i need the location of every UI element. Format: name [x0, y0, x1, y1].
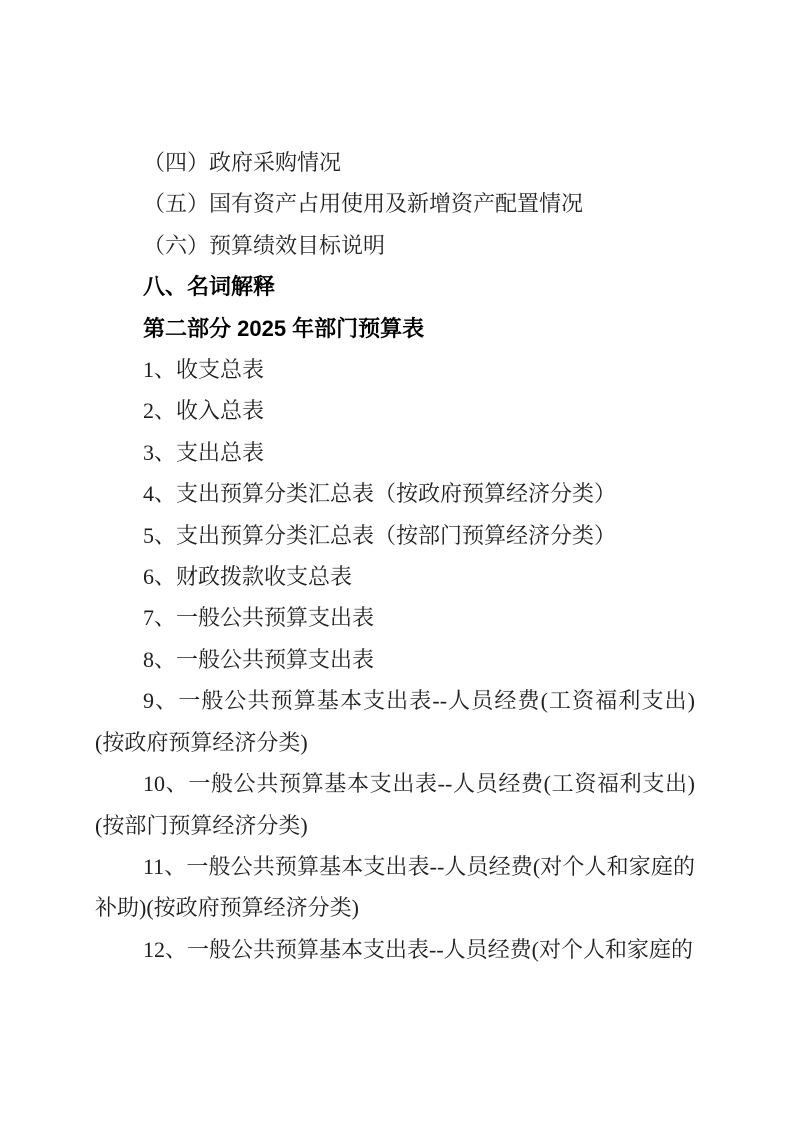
toc-table-item-4: 4、支出预算分类汇总表（按政府预算经济分类）	[143, 481, 617, 507]
document-content	[95, 142, 695, 970]
toc-table-item-3: 3、支出总表	[143, 439, 265, 465]
toc-table-item-2: 2、收入总表	[143, 398, 265, 424]
toc-table-item-1: 1、收支总表	[143, 357, 265, 383]
toc-table-item-12-truncated: 12、一般公共预算基本支出表--人员经费(对个人和家庭的	[143, 936, 693, 962]
toc-table-item-5: 5、支出预算分类汇总表（按部门预算经济分类）	[143, 522, 617, 548]
toc-section-glossary-heading: 八、名词解释	[143, 274, 276, 300]
toc-table-item-6: 6、财政拨款收支总表	[143, 564, 353, 590]
toc-subsection-state-assets: （五）国有资产占用使用及新增资产配置情况	[143, 191, 584, 217]
toc-subsection-gov-procurement: （四）政府采购情况	[143, 150, 342, 175]
toc-table-item-8: 8、一般公共预算支出表	[143, 646, 375, 672]
toc-part2-heading: 第二部分 2025 年部门预算表	[143, 315, 425, 341]
toc-table-item-11: 11、一般公共预算基本支出表--人员经费(对个人和家庭的补助)(按政府预算经济分类)	[95, 853, 695, 921]
toc-table-item-7: 7、一般公共预算支出表	[143, 605, 375, 631]
toc-table-item-9: 9、一般公共预算基本支出表--人员经费(工资福利支出)(按政府预算经济分类)	[95, 688, 695, 755]
toc-table-item-10: 10、一般公共预算基本支出表--人员经费(工资福利支出)(按部门预算经济分类)	[95, 771, 695, 838]
toc-subsection-budget-performance: （六）预算绩效目标说明	[143, 232, 386, 258]
